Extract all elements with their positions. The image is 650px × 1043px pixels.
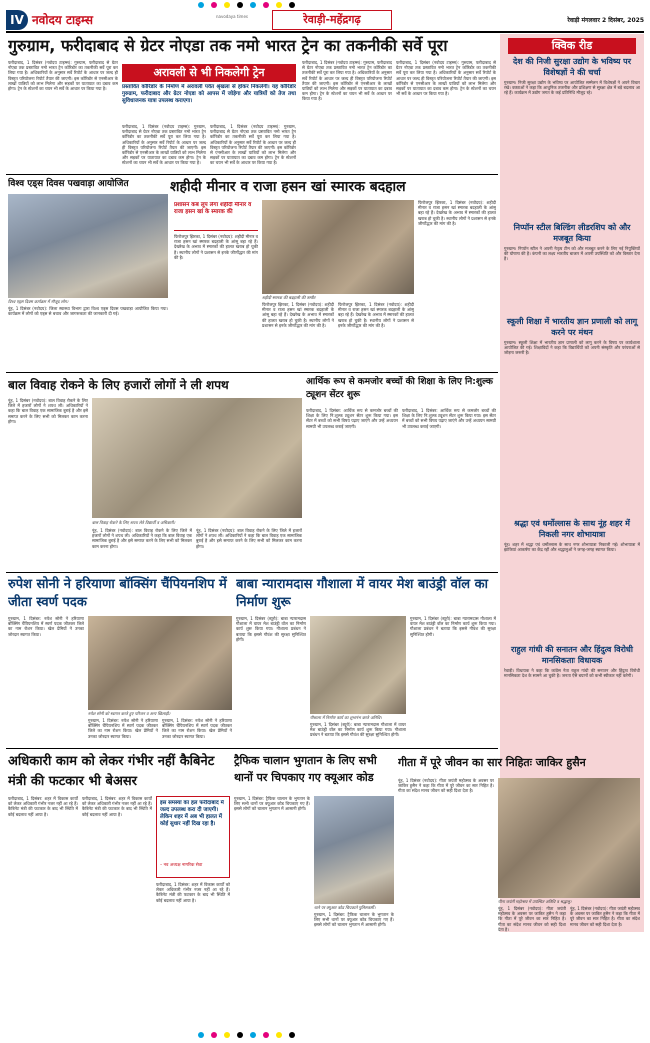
qr-story3-headline: स्कूली शिक्षा में भारतीय ज्ञान प्रणाली को लागू करने पर मंथन	[506, 317, 638, 337]
qr-story1-body: गुरुग्राम। निजी सुरक्षा उद्योग के भविष्य पर आयोजित सम्मेलन में विशेषज्ञों ने अपने विचार रखे। वक्ताओं ने कहा कि आधुनिक तकनीक और प्रशिक्षण से सुरक्षा क्षेत्र में बड़े बदलाव आ रहे हैं। कार्यक्रम में उद्योग जगत के कई प्रतिनिधि मौजूद रहे।	[504, 80, 640, 96]
page-number: IV	[6, 10, 28, 30]
child-marriage-body-col3: नूंह, 1 दिसंबर (नवोदय): बाल विवाह रोकने के लिए जिले में हजारों लोगों ने शपथ ली। अधिकारियों ने कहा कि बाल विवाह एक सामाजिक बुराई है और इसे समाप्त करने के लिए सभी को मिलकर काम करना होगा।	[196, 528, 302, 549]
child-marriage-body-col1: नूंह, 1 दिसंबर (नवोदय): बाल विवाह रोकने के लिए जिले में हजारों लोगों ने शपथ ली। अधिकारियों ने कहा कि बाल विवाह एक सामाजिक बुराई है और इसे समाप्त करने के लिए सभी को मिलकर काम करना होगा।	[8, 398, 88, 424]
traffic-headline: ट्रैफिक चालान भुगतान के लिए सभी थानों पर चिपकाए गए क्यूआर कोड	[234, 754, 377, 784]
minister-body-col3: फरीदाबाद, 1 दिसंबर: शहर में विकास कार्यों को लेकर अधिकारी गंभीर नजर नहीं आ रहे हैं। कैबिनेट मंत्री की फटकार के बाद भी स्थिति में कोई बदलाव नहीं आया है।	[156, 882, 230, 903]
registration-dots	[198, 2, 295, 8]
gaushala-body-col2: गुरुग्राम, 1 दिसंबर (ब्यूरो): बाबा न्यारामदास गौशाला में वायर मेश बाउंड्री वॉल का निर्माण कार्य शुरू किया गया। गौशाला प्रबंधन ने बताया कि इससे गौवंश की सुरक्षा सुनिश्चित होगी।	[310, 722, 406, 738]
aids-headline: विश्व एड्स दिवस पखवाड़ा आयोजित	[8, 179, 129, 189]
aids-photo	[8, 194, 168, 298]
brand-small: navodaya times	[216, 14, 249, 19]
traffic-caption: थाने पर क्यूआर कोड चिपकाते पुलिसकर्मी।	[314, 905, 376, 910]
gaushala-body-col1: गुरुग्राम, 1 दिसंबर (ब्यूरो): बाबा न्यारामदास गौशाला में वायर मेश बाउंड्री वॉल का निर्माण कार्य शुरू किया गया। गौशाला प्रबंधन ने बताया कि इससे गौवंश की सुरक्षा सुनिश्चित होगी।	[236, 616, 306, 642]
qr-story3-body: गुरुग्राम। स्कूली शिक्षा में भारतीय ज्ञान प्रणाली को लागू करने के विषय पर कार्यशाला आयोजित की गई। शिक्षाविदों ने कहा कि विद्यार्थियों को अपनी संस्कृति और परंपराओं से जोड़ना जरूरी है।	[504, 340, 640, 356]
child-marriage-body-col2: नूंह, 1 दिसंबर (नवोदय): बाल विवाह रोकने के लिए जिले में हजारों लोगों ने शपथ ली। अधिकारियों ने कहा कि बाल विवाह एक सामाजिक बुराई है और इसे समाप्त करने के लिए सभी को मिलकर काम करना होगा।	[92, 528, 192, 549]
aids-caption: विश्व एड्स दिवस कार्यक्रम में मौजूद लोग।	[8, 299, 69, 304]
minister-quote: इस समस्या का हल फरीदाबाद में जल्द उपलब्ध करा दी जाएगी। लेकिन शहर में अब भी हालत में कोई सुधार नहीं दिख रहा है।	[160, 800, 224, 827]
traffic-photo	[314, 796, 394, 904]
gita-caption: गीता जयंती महोत्सव में उपस्थित अतिथि व श्रद्धालु।	[498, 899, 572, 904]
memorial-headline: शहीदी मीनार व राजा हसन खां स्मारक बदहाल	[170, 179, 406, 195]
memorial-body-col4: फिरोजपुर झिरका, 1 दिसंबर (नवोदय): शहीदी मीनार व राजा हसन खां स्मारक बदहाली के आंसू बहा रहे हैं। देखरेख के अभाव में स्मारकों की हालत खराब हो चुकी है। स्थानीय लोगों ने प्रशासन से इनके जीर्णोद्धार की मांग की है।	[418, 200, 496, 226]
gaushala-body-col3: गुरुग्राम, 1 दिसंबर (ब्यूरो): बाबा न्यारामदास गौशाला में वायर मेश बाउंड्री वॉल का निर्माण कार्य शुरू किया गया। गौशाला प्रबंधन ने बताया कि इससे गौवंश की सुरक्षा सुनिश्चित होगी।	[410, 616, 496, 637]
gita-photo	[498, 778, 640, 898]
memorial-caption: शहीदी स्मारक की बदहाली की तस्वीर	[262, 295, 316, 300]
child-marriage-headline: बाल विवाह रोकने के लिए हजारों लोगों ने ली शपथ	[8, 378, 229, 392]
gaushala-headline: बाबा न्यारामदास गौशाला में वायर मेश बाउंड्री वॉल का निर्माण शुरू	[236, 577, 488, 610]
row5-rule	[6, 748, 498, 749]
aids-body: नूंह, 1 दिसंबर (नवोदय): जिला स्वास्थ्य विभाग द्वारा विश्व एड्स दिवस पखवाड़ा आयोजित किया गया। कार्यक्रम में लोगों को एड्स से बचाव और जागरूकता की जानकारी दी गई।	[8, 306, 168, 317]
boxing-headline: रुपेश सोनी ने हरियाणा बॉक्सिंग चैंपियनशिप में जीता स्वर्ण पदक	[8, 577, 227, 610]
traffic-body-col1: गुरुग्राम, 1 दिसंबर: ट्रैफिक चालान के भुगतान के लिए सभी थानों पर क्यूआर कोड चिपकाए गए हैं। इससे लोगों को चालान भुगतान में आसानी होगी।	[234, 796, 310, 812]
row3-rule	[6, 372, 498, 373]
qr-story5-headline: राहुल गांधी की सनातन और हिंदुत्व विरोधी मानसिकताः विधायक	[511, 645, 633, 665]
tuition-body-col2: फरीदाबाद, 1 दिसंबर: आर्थिक रूप से कमजोर बच्चों की शिक्षा के लिए नि:शुल्क ट्यूशन सेंटर शुरू किया गया। इस सेंटर में बच्चों को सभी विषय पढ़ाए जाएंगे और उन्हें अध्ययन सामग्री भी उपलब्ध कराई जाएगी।	[402, 408, 496, 429]
bottom-registration-dots	[198, 1032, 295, 1038]
gita-headline: गीता में पूरे जीवन का सार निहितः जाकिर हुसैन	[398, 756, 586, 769]
train-body-col2: फरीदाबाद, 1 दिसंबर (नवोदय टाइम्स): गुरुग्राम, फरीदाबाद से ग्रेटर नोएडा तक प्रस्तावित नमो भारत ट्रेन कॉरिडोर का तकनीकी सर्वे पूरा कर लिया गया है। अधिकारियों के अनुसार सर्वे रिपोर्ट के आधार पर जल्द ही विस्तृत परियोजना रिपोर्ट तैयार की जाएगी। इस कॉरिडोर से एनसीआर के लाखों यात्रियों को लाभ मिलेगा और सड़कों पर यातायात का दबाव कम होगा। ट्रेन के स्टेशनों का चयन भी सर्वे के आधार पर किया गया है।	[122, 124, 206, 166]
memorial-body-col1: फिरोजपुर झिरका, 1 दिसंबर (नवोदय): शहीदी मीनार व राजा हसन खां स्मारक बदहाली के आंसू बहा रहे हैं। देखरेख के अभाव में स्मारकों की हालत खराब हो चुकी है। स्थानीय लोगों ने प्रशासन से इनके जीर्णोद्धार की मांग की है।	[174, 234, 258, 260]
tuition-body-col1: फरीदाबाद, 1 दिसंबर: आर्थिक रूप से कमजोर बच्चों की शिक्षा के लिए नि:शुल्क ट्यूशन सेंटर शुरू किया गया। इस सेंटर में बच्चों को सभी विषय पढ़ाए जाएंगे और उन्हें अध्ययन सामग्री भी उपलब्ध कराई जाएगी।	[306, 408, 398, 429]
qr-story2-headline: निप्पॉन स्टील बिल्डिंग लीडरशिप को और मजबूत किया	[513, 223, 631, 243]
qr-story4-body: नूंह। शहर में श्रद्धा एवं धर्मोल्लास के साथ नगर शोभायात्रा निकाली गई। शोभायात्रा में झांकियां आकर्षण का केंद्र रहीं और श्रद्धालुओं ने जगह-जगह स्वागत किया।	[504, 542, 640, 553]
train-body-col5: फरीदाबाद, 1 दिसंबर (नवोदय टाइम्स): गुरुग्राम, फरीदाबाद से ग्रेटर नोएडा तक प्रस्तावित नमो भारत ट्रेन कॉरिडोर का तकनीकी सर्वे पूरा कर लिया गया है। अधिकारियों के अनुसार सर्वे रिपोर्ट के आधार पर जल्द ही विस्तृत परियोजना रिपोर्ट तैयार की जाएगी। इस कॉरिडोर से एनसीआर के लाखों यात्रियों को लाभ मिलेगा और सड़कों पर यातायात का दबाव कम होगा। ट्रेन के स्टेशनों का चयन भी सर्वे के आधार पर किया गया है।	[396, 60, 496, 97]
gaushala-photo	[310, 616, 406, 714]
memorial-body-col3: फिरोजपुर झिरका, 1 दिसंबर (नवोदय): शहीदी मीनार व राजा हसन खां स्मारक बदहाली के आंसू बहा रहे हैं। देखरेख के अभाव में स्मारकों की हालत खराब हो चुकी है। स्थानीय लोगों ने प्रशासन से इनके जीर्णोद्धार की मांग की है।	[338, 302, 414, 328]
memorial-photo	[262, 200, 414, 294]
gita-body-col3: नूंह, 1 दिसंबर (नवोदय): गीता जयंती महोत्सव के अवसर पर जाकिर हुसैन ने कहा कि गीता में पूरे जीवन का सार निहित है। गीता का संदेश मानव जीवन को सही दिशा देता है।	[570, 906, 640, 927]
boxing-body-col1: गुरुग्राम, 1 दिसंबर: रुपेश सोनी ने हरियाणा बॉक्सिंग चैंपियनशिप में स्वर्ण पदक जीतकर जिले का नाम रोशन किया। खेल प्रेमियों ने उनका जोरदार स्वागत किया।	[8, 616, 84, 637]
gaushala-caption: गौशाला में निर्माण कार्य का शुभारंभ करते अतिथि।	[310, 715, 382, 720]
train-body-col4: फरीदाबाद, 1 दिसंबर (नवोदय टाइम्स): गुरुग्राम, फरीदाबाद से ग्रेटर नोएडा तक प्रस्तावित नमो भारत ट्रेन कॉरिडोर का तकनीकी सर्वे पूरा कर लिया गया है। अधिकारियों के अनुसार सर्वे रिपोर्ट के आधार पर जल्द ही विस्तृत परियोजना रिपोर्ट तैयार की जाएगी। इस कॉरिडोर से एनसीआर के लाखों यात्रियों को लाभ मिलेगा और सड़कों पर यातायात का दबाव कम होगा। ट्रेन के स्टेशनों का चयन भी सर्वे के आधार पर किया गया है।	[302, 60, 392, 102]
top-rule	[6, 31, 644, 33]
tuition-headline: आर्थिक रूप से कमजोर बच्चों की शिक्षा के लिए नि:शुल्क ट्यूशन सेंटर शुरू	[306, 377, 493, 400]
boxing-body-col3: गुरुग्राम, 1 दिसंबर: रुपेश सोनी ने हरियाणा बॉक्सिंग चैंपियनशिप में स्वर्ण पदक जीतकर जिले का नाम रोशन किया। खेल प्रेमियों ने उनका जोरदार स्वागत किया।	[162, 718, 232, 739]
row4-rule	[6, 572, 498, 573]
date-line: रेवाड़ी मंगलवार 2 दिसंबर, 2025	[567, 17, 644, 24]
memorial-inset: प्रशासन कब लूप लेगा शहीदी मीनार व राजा हसन खां के स्मारक की	[174, 202, 258, 231]
paper-name: नवोदय टाइम्स	[32, 13, 94, 27]
train-deck: प्रस्तावित कॉरिडोर के निर्माण में अरावली पर्वत श्रृंखला से होकर निकलेगी। यह कॉरिडोर गुरुग्राम, फरीदाबाद और ग्रेटर नोएडा को आपस में जोड़ेगा और यात्रियों को तेज तथा सुविधाजनक यात्रा उपलब्ध कराएगा।	[122, 84, 296, 104]
masthead	[6, 10, 644, 30]
train-kicker: अरावली से भी निकलेगी ट्रेन	[122, 64, 296, 82]
boxing-caption: रुपेश सोनी को स्वागत करते हुए परिजन व अन्य खिलाड़ी।	[88, 711, 171, 716]
main-headline: गुरुग्राम, फरीदाबाद से ग्रेटर नोएडा तक नमो भारत ट्रेन का तकनीकी सर्वे पूरा	[8, 36, 448, 55]
gita-body-col2: नूंह, 1 दिसंबर (नवोदय): गीता जयंती महोत्सव के अवसर पर जाकिर हुसैन ने कहा कि गीता में पूरे जीवन का सार निहित है। गीता का संदेश मानव जीवन को सही दिशा देता है।	[498, 906, 566, 932]
row2-rule	[6, 174, 498, 175]
train-body-col3: फरीदाबाद, 1 दिसंबर (नवोदय टाइम्स): गुरुग्राम, फरीदाबाद से ग्रेटर नोएडा तक प्रस्तावित नमो भारत ट्रेन कॉरिडोर का तकनीकी सर्वे पूरा कर लिया गया है। अधिकारियों के अनुसार सर्वे रिपोर्ट के आधार पर जल्द ही विस्तृत परियोजना रिपोर्ट तैयार की जाएगी। इस कॉरिडोर से एनसीआर के लाखों यात्रियों को लाभ मिलेगा और सड़कों पर यातायात का दबाव कम होगा। ट्रेन के स्टेशनों का चयन भी सर्वे के आधार पर किया गया है।	[210, 124, 296, 166]
memorial-body-col2: फिरोजपुर झिरका, 1 दिसंबर (नवोदय): शहीदी मीनार व राजा हसन खां स्मारक बदहाली के आंसू बहा रहे हैं। देखरेख के अभाव में स्मारकों की हालत खराब हो चुकी है। स्थानीय लोगों ने प्रशासन से इनके जीर्णोद्धार की मांग की है।	[262, 302, 334, 328]
boxing-body-col2: गुरुग्राम, 1 दिसंबर: रुपेश सोनी ने हरियाणा बॉक्सिंग चैंपियनशिप में स्वर्ण पदक जीतकर जिले का नाम रोशन किया। खेल प्रेमियों ने उनका जोरदार स्वागत किया।	[88, 718, 158, 739]
gita-body-col1: नूंह, 1 दिसंबर (नवोदय): गीता जयंती महोत्सव के अवसर पर जाकिर हुसैन ने कहा कि गीता में पूरे जीवन का सार निहित है। गीता का संदेश मानव जीवन को सही दिशा देता है।	[398, 778, 494, 794]
minister-headline: अधिकारी काम को लेकर गंभीर नहीं कैबिनेट मंत्री की फटकार भी बेअसर	[8, 754, 215, 789]
qr-story2-body: गुरुग्राम। निप्पॉन स्टील ने अपनी नेतृत्व टीम को और मजबूत करने के लिए नई नियुक्तियों की घोषणा की है। कंपनी का लक्ष्य भारतीय बाजार में अपनी उपस्थिति को और विस्तार देना है।	[504, 246, 640, 262]
child-marriage-photo	[92, 398, 302, 518]
qr-story4-headline: श्रद्धा एवं धर्मोल्लास के साथ नूंह शहर में निकली नगर शोभायात्रा	[514, 519, 630, 539]
minister-body-col2: फरीदाबाद, 1 दिसंबर: शहर में विकास कार्यों को लेकर अधिकारी गंभीर नजर नहीं आ रहे हैं। कैबिनेट मंत्री की फटकार के बाद भी स्थिति में कोई बदलाव नहीं आया है।	[82, 796, 152, 817]
boxing-photo	[88, 616, 232, 710]
quick-read-title: क्विक रीड	[508, 38, 636, 54]
minister-quote-box	[156, 796, 230, 878]
traffic-body-col2: गुरुग्राम, 1 दिसंबर: ट्रैफिक चालान के भुगतान के लिए सभी थानों पर क्यूआर कोड चिपकाए गए हैं। इससे लोगों को चालान भुगतान में आसानी होगी।	[314, 912, 394, 928]
minister-quote-by: – नव अध्यक्ष नागरिक सेवा	[160, 863, 203, 868]
qr-story5-body: रेवाड़ी। विधायक ने कहा कि कांग्रेस नेता राहुल गांधी की सनातन और हिंदुत्व विरोधी मानसिकता देश के सामने आ चुकी है। जनता ऐसे बयानों को कभी स्वीकार नहीं करेगी।	[504, 668, 640, 679]
minister-body-col1: फरीदाबाद, 1 दिसंबर: शहर में विकास कार्यों को लेकर अधिकारी गंभीर नजर नहीं आ रहे हैं। कैबिनेट मंत्री की फटकार के बाद भी स्थिति में कोई बदलाव नहीं आया है।	[8, 796, 78, 817]
section-name: रेवाड़ी-महेंद्रगढ़	[272, 10, 392, 30]
child-marriage-caption: बाल विवाह रोकने के लिए शपथ लेते विद्यार्थी व अधिकारी।	[92, 520, 176, 525]
train-body-col1: फरीदाबाद, 1 दिसंबर (नवोदय टाइम्स): गुरुग्राम, फरीदाबाद से ग्रेटर नोएडा तक प्रस्तावित नमो भारत ट्रेन कॉरिडोर का तकनीकी सर्वे पूरा कर लिया गया है। अधिकारियों के अनुसार सर्वे रिपोर्ट के आधार पर जल्द ही विस्तृत परियोजना रिपोर्ट तैयार की जाएगी। इस कॉरिडोर से एनसीआर के लाखों यात्रियों को लाभ मिलेगा और सड़कों पर यातायात का दबाव कम होगा। ट्रेन के स्टेशनों का चयन भी सर्वे के आधार पर किया गया है।	[8, 60, 118, 92]
qr-story1-headline: देश की निजी सुरक्षा उद्योग के भविष्य पर विशेषज्ञों ने की चर्चा	[513, 57, 631, 77]
